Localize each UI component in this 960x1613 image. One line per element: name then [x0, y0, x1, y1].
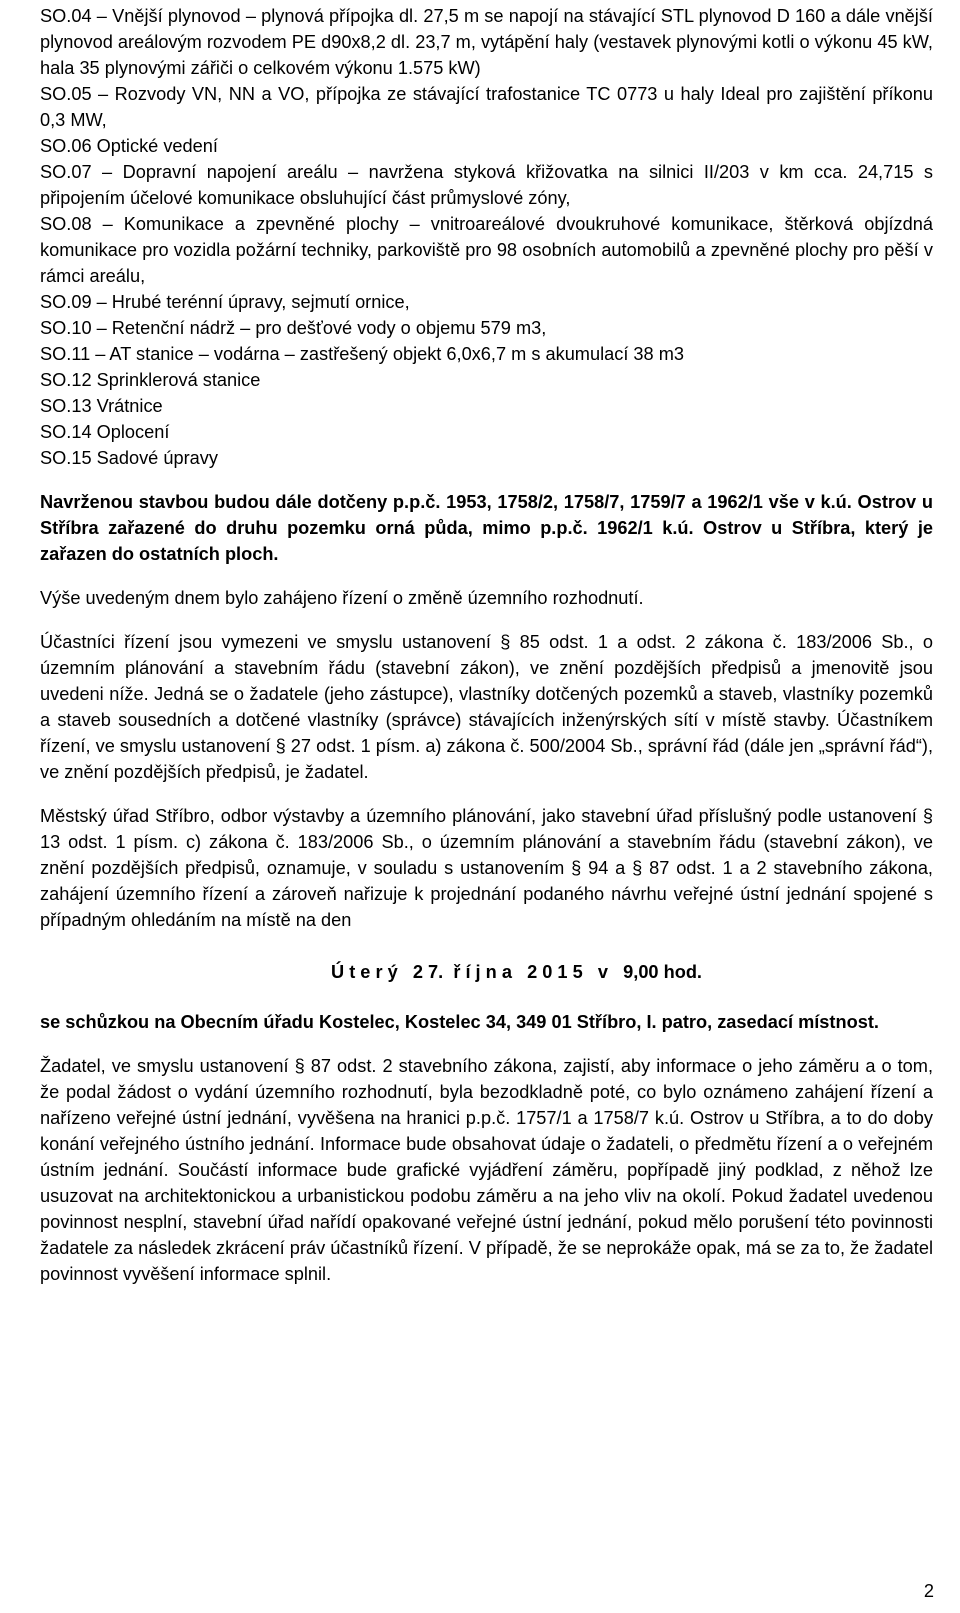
authority-paragraph: Městský úřad Stříbro, odbor výstavby a územního plánování, jako stavební úřad příslušný podle ustanovení § 13 odst. 1 písm. c) zákona č. 183/2006 Sb., o územním plánování a stavebním řádu (stavební zákon), ve znění pozdějších předpisů, oznamuje, v souladu s ustanovením § 94 a § 87 odst. 1 a 2 stavebního zákona, zahájení územního řízení a zároveň nařizuje k projednání podaného návrhu veřejné ústní jednání spojené s případným ohledáním na místě na den [40, 806, 933, 930]
list-item: SO.04 – Vnější plynovod – plynová přípojka dl. 27,5 m se napojí na stávající STL plynovod D 160 a dále vnější plynovod areálovým rozvodem PE d90x8,2 dl. 23,7 m, vytápění haly (vestavek plynovými kotli o výkonu 45 kW, hala 35 plynovými zářiči o celkovém výkonu 1.575 kW) [40, 6, 933, 78]
list-item: SO.15 Sadové úpravy [40, 448, 218, 468]
meeting-place: se schůzkou na Obecním úřadu Kostelec, Kostelec 34, 349 01 Stříbro, I. patro, zasedací místnost. [40, 1012, 879, 1032]
parcels-notice: Navrženou stavbou budou dále dotčeny p.p.č. 1953, 1758/2, 1758/7, 1759/7 a 1962/1 vše v k.ú. Ostrov u Stříbra zařazené do druhu pozemku orná půda, mimo p.p.č. 1962/1 k.ú. Ostrov u Stříbra, který je zařazen do ostatních ploch. [40, 492, 933, 564]
list-item: SO.08 – Komunikace a zpevněné plochy – vnitroareálové dvoukruhové komunikace, štěrková objízdná komunikace pro vozidla požární techniky, parkoviště pro 98 osobních automobilů a zpevněné plochy pro pěší v rámci areálu, [40, 214, 933, 286]
applicant-duty-paragraph: Žadatel, ve smyslu ustanovení § 87 odst. 2 stavebního zákona, zajistí, aby informace o jeho záměru a o tom, že podal žádost o vydání územního rozhodnutí, byla bezodkladně poté, co bylo oznámeno zahájení řízení a nařízeno veřejné ústní jednání, vyvěšena na hranici p.p.č. 1757/1 a 1758/7 k.ú. Ostrov u Stříbra, a to do doby konání veřejného ústního jednání. Informace bude obsahovat údaje o žadateli, o předmětu řízení a o veřejném ústním jednání. Součástí informace bude grafické vyjádření záměru, popřípadě jiný podklad, z něhož lze usuzovat na architektonickou a urbanistickou podobu záměru a na jeho vliv na okolí. Pokud žadatel uvedenou povinnost nesplní, stavební úřad nařídí opakované veřejné ústní jednání, pokud mělo porušení této povinnosti žadatele za následek zkrácení práv účastníků řízení. V případě, že se neprokáže opak, má se za to, že žadatel povinnost vyvěšení informace splnil. [40, 1056, 933, 1284]
list-item: SO.13 Vrátnice [40, 396, 163, 416]
document-page [40, 0, 933, 1287]
list-item: SO.09 – Hrubé terénní úpravy, sejmutí ornice, [40, 292, 410, 312]
list-item: SO.12 Sprinklerová stanice [40, 370, 261, 390]
list-item: SO.06 Optické vedení [40, 136, 218, 156]
list-item: SO.05 – Rozvody VN, NN a VO, přípojka ze stávající trafostanice TC 0773 u haly Ideal pro zajištění příkonu 0,3 MW, [40, 84, 933, 130]
list-item: SO.11 – AT stanice – vodárna – zastřešený objekt 6,0x6,7 m s akumulací 38 m3 [40, 344, 684, 364]
building-objects-list [40, 3, 933, 471]
list-item: SO.10 – Retenční nádrž – pro dešťové vody o objemu 579 m3, [40, 318, 547, 338]
list-item: SO.07 – Dopravní napojení areálu – navržena styková křižovatka na silnici II/203 v km cca. 24,715 s připojením účelové komunikace obsluhující část průmyslové zóny, [40, 162, 933, 208]
list-item: SO.14 Oplocení [40, 422, 170, 442]
procedure-start-paragraph: Výše uvedeným dnem bylo zahájeno řízení o změně územního rozhodnutí. [40, 588, 644, 608]
hearing-date: Ú t e r ý 2 7. ř í j n a 2 0 1 5 v 9,00 hod. [331, 962, 702, 982]
page-number: 2 [923, 1581, 934, 1601]
participants-paragraph: Účastníci řízení jsou vymezeni ve smyslu ustanovení § 85 odst. 1 a odst. 2 zákona č. 183/2006 Sb., o územním plánování a stavebním řádu (stavební zákon), ve znění pozdějších předpisů a jmenovitě jsou uvedeni níže. Jedná se o žadatele (jeho zástupce), vlastníky dotčených pozemků a staveb, vlastníky pozemků a staveb sousedních a dotčené vlastníky (správce) stávajících inženýrských sítí v místě stavby. Účastníkem řízení, ve smyslu ustanovení § 27 odst. 1 písm. a) zákona č. 500/2004 Sb., správní řád (dále jen „správní řád“), ve znění pozdějších předpisů, je žadatel. [40, 632, 933, 782]
